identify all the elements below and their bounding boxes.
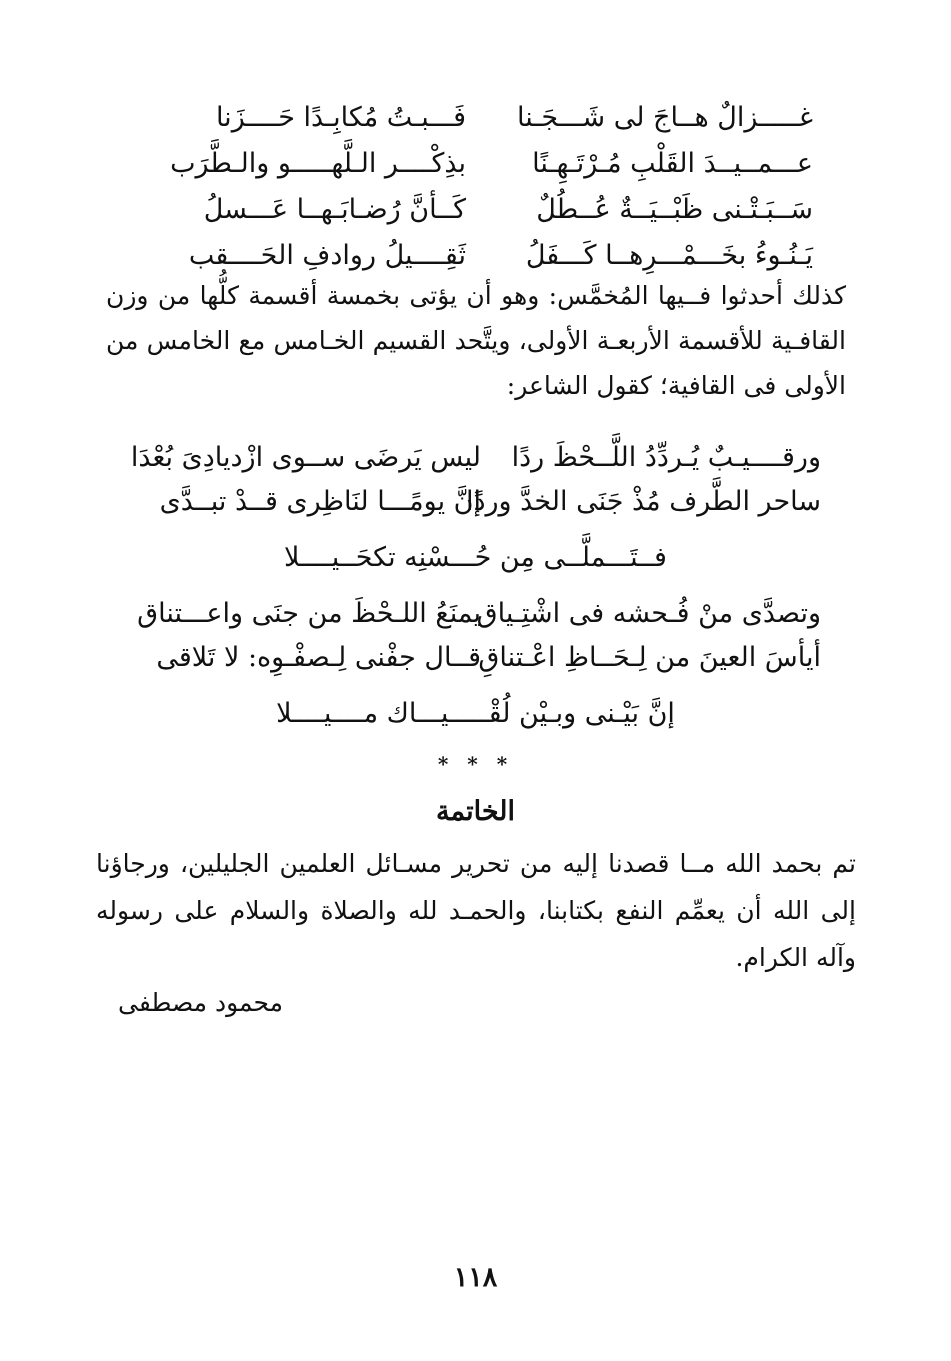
verse-first-hemistich: وتصدَّى منْ فُـحشه فى اشْتِـياق: [476, 598, 821, 629]
verse-second-hemistich: كَــأنَّ رُضـابَـهــا عَـــسلُ: [203, 194, 466, 225]
author-signature: محمود مصطفى: [118, 988, 284, 1017]
verse-second-hemistich: بذِكْــــر الـلَّهـــــو والـطَّرَب: [170, 148, 466, 179]
verse-line: [0, 590, 951, 638]
verse-fifth-line: إنَّ بَيْـنى وبـيْن لُقْـــــيـــاك مــــيــــلا: [276, 698, 675, 729]
verse-line: [0, 186, 951, 234]
verse-second-hemistich: إنَّ يومًـــا لنَاظِرى قــدْ تبــدَّى: [159, 486, 481, 517]
intro-paragraph: كذلك أحدثوا فــيها المُخمَّس: وهو أن يؤتى بخمسة أقسمة كلُّها من وزن القافـية للأقسمة الأربعـة الأولى، ويتَّحد القسيم الخـامس مع الخامس من الأولى فى القافية؛ كقول الشاعر:: [106, 281, 846, 400]
verse-second-hemistich: فَـــبـتُ مُكابِـدًا حَــــزَنا: [215, 102, 466, 133]
verse-second-hemistich: يمنَعُ اللـحْظَ من جنَى واعـــتناق: [137, 598, 481, 629]
page-number: ١١٨: [453, 1262, 498, 1293]
verse-second-hemistich: ليس يَرضَى ســوى ازْديادِىَ بُعْدَا: [130, 442, 481, 473]
verse-first-hemistich: ساحر الطَّرف مُذْ جَنَى الخدَّ وردًا: [465, 486, 821, 517]
verse-line: [0, 140, 951, 188]
verse-first-hemistich: أيأسَ العينَ من لِـحَــاظِ اعْـتناقِ: [478, 642, 821, 673]
verse-line: [0, 478, 951, 526]
verse-line: [0, 634, 951, 682]
section-heading: الخاتمة: [436, 796, 515, 827]
verse-second-hemistich: ثَقِــــيلُ روادفِ الحَــــقب: [188, 240, 466, 271]
verse-fifth-line: فــتَـــملَّــى مِن حُـــسْنِه تكحَــيــــلا: [284, 542, 667, 573]
verse-first-hemistich: غـــــزالٌ هــاجَ لى شَـــجَـنا: [517, 102, 813, 133]
verse-first-hemistich: ورقــــيـبٌ يُـردِّدُ اللَّــحْظَ ردًا: [511, 442, 821, 473]
closing-paragraph: تم بحمد الله مــا قصدنا إليه من تحرير مسـائل العلمين الجليلين، ورجاؤنا إلى الله أن يعمِّم النفع بكتابنا، والحمـد لله والصلاة والسلام على رسوله وآله الكرام.: [96, 849, 857, 972]
verse-line: [0, 94, 951, 142]
verse-first-hemistich: يَـنُـوءُ بخَـــمْـــرِهــا كَـــفَلُ: [525, 240, 813, 271]
verse-line: [0, 434, 951, 482]
verse-first-hemistich: سَــبَـتْـنى ظَبْــيَــةٌ عُــطُلٌ: [536, 194, 813, 225]
verse-first-hemistich: عـــمــيــدَ القَلْبِ مُـرْتَـهِـنًا: [532, 148, 813, 179]
section-separator: * * *: [437, 752, 514, 776]
verse-second-hemistich: قــال جفْنى لِـصفْـوِه: لا تَلاقى: [156, 642, 481, 673]
